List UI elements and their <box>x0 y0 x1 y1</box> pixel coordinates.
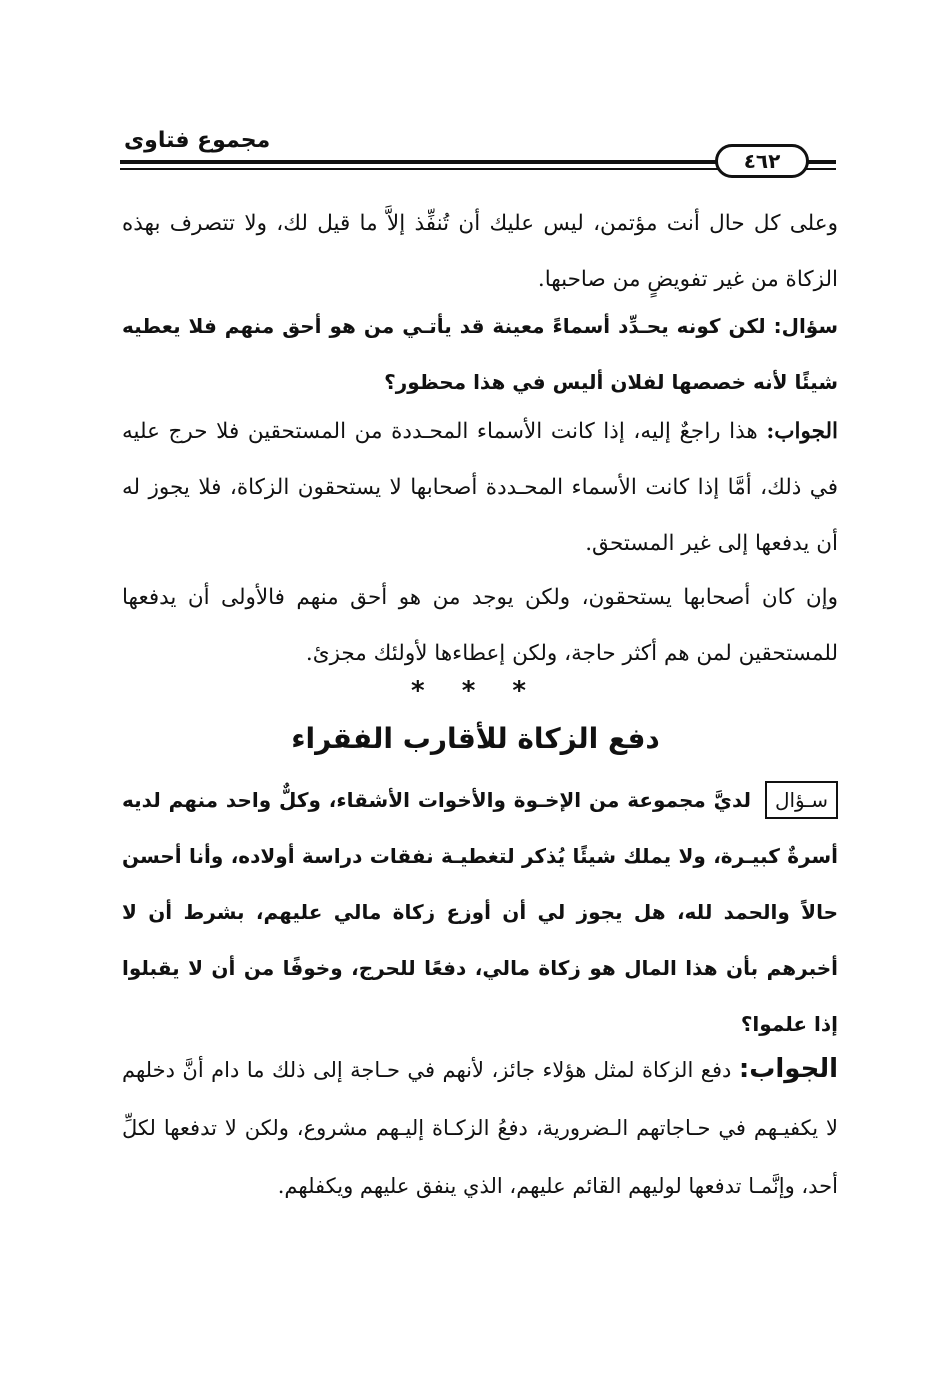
question-2-label: سـؤال <box>765 781 838 819</box>
question-1 <box>122 298 838 410</box>
section-heading: دفع الزكاة للأقارب الفقراء <box>291 722 660 755</box>
answer-1 <box>122 404 838 572</box>
paragraph-2: وإن كان أصحابها يستحقون، ولكن يوجد من هو أحق منهم فالأولى أن يدفعها للمستحقين لمن هم أكثر حاجة، ولكن إعطاءها لأولئك مجزئ. <box>122 585 838 666</box>
page-number: ٤٦٢ <box>715 144 809 178</box>
question-1-text: لكن كونه يحـدِّد أسماءً معينة قد يأتـي من هو أحق منهم فلا يعطيه شيئًا لأنه خصصها لفلان أليس في هذا محظور؟ <box>122 314 838 394</box>
running-header <box>120 120 836 192</box>
question-2 <box>122 772 838 1052</box>
answer-2-text: دفع الزكاة لمثل هؤلاء جائز، لأنهم في حـاجة إلى ذلك ما دام أنَّ دخلهم لا يكفيـهم في حـاجاتهم الـضرورية، دفعُ الزكـاة إليـهم مشروع، ولكن لا تدفعها لكلِّ أحد، وإنَّمـا تدفعها لوليهم القائم عليهم، الذي ينفق عليهم ويكفلهم. <box>122 1058 838 1198</box>
section-separator: * * * <box>411 676 540 706</box>
question-1-label: سؤال: <box>773 314 839 338</box>
answer-2 <box>122 1040 838 1215</box>
question-2-text: لديَّ مجموعة من الإخـوة والأخوات الأشقاء، وكلٌّ واحد منهم لديه أسرةٌ كبيـرة، ولا يملك شيئًا يُذكر لتغطيـة نفقات دراسة أولاده، وأنا أحسن حالاً والحمد لله، هل يجوز لي أن أوزع زكاة مالي عليهم، بشرط أن لا أخبرهم بأن هذا المال هو زكاة مالي، دفعًا للحرج، وخوفًا من أن لا يقبلوا إذا علموا؟ <box>122 788 838 1036</box>
book-title: مجموع فتاوى <box>124 128 271 153</box>
answer-2-label: الجواب: <box>738 1054 838 1084</box>
answer-1-text: هذا راجعٌ إليه، إذا كانت الأسماء المحـددة من المستحقين فلا حرج عليه في ذلك، أمَّا إذا كانت الأسماء المحـددة أصحابها لا يستحقون الزكاة، فلا يجوز له أن يدفعها إلى غير المستحق. <box>122 419 838 556</box>
paragraph-1: وعلى كل حال أنت مؤتمن، ليس عليك أن تُنفِّذ إلاَّ ما قيل لك، ولا تتصرف بهذه الزكاة من غير تفويضٍ من صاحبها. <box>122 211 838 292</box>
answer-1-label: الجواب: <box>766 419 838 444</box>
